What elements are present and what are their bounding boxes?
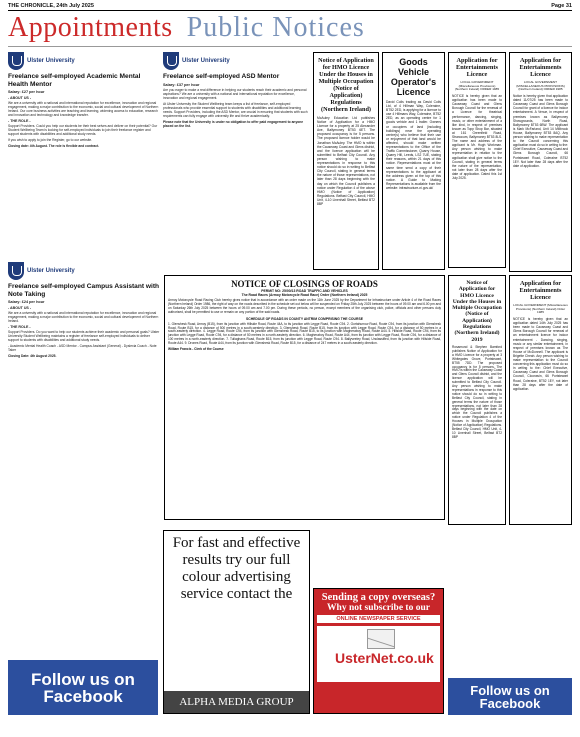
website-name: UsterNet.co.uk bbox=[335, 650, 434, 666]
facebook-ad-2[interactable]: Follow us on Facebook bbox=[448, 678, 572, 715]
ulster-logo: Ulster University bbox=[8, 262, 160, 280]
appointments-heading: Appointments bbox=[8, 12, 173, 43]
notice-entertainments-mcdonnell: Application for Entertainments Licence LOCAL GOVERNMENT (Miscellaneous Provisions) (Northern Ireland) Order 1985 NOTICE is hereby given that an application dated 14th July 2025 has been made to Causeway Coast and Glens Borough Council for renewal of an entertainment licence for indoor entertainment - Dancing, singing, music or any similar entertainment, in respect of premises known as The House of McDonnell. The applicant is Brigette Cheah. Any person wishing to make representation to the Council concerning this application must do so in writing to the: Chief Executive, Causeway Coast and Glens Borough Council, Cloonavin, 66 Portstewart Road, Coleraine, BT52 1EY, not later than 28 days after the date of application. bbox=[509, 275, 572, 525]
job-title: Freelance self-employed Academic Mental Health Mentor bbox=[8, 73, 141, 88]
job-ad-mental-health: Ulster University Freelance self-employed Academic Mental Health Mentor Salary: £27 per hour - ABOUT US - We are a university with a national and international reputation for excellence, innovation and regional engagement, making a major contribution to the economic, social and cultural development of Northern Ireland. Our core business activities are teaching and learning, widening access to education, research and innovation and technology and knowledge transfer. - THE ROLE - Support Providers. Could you help our students be their best selves and deliver on their potential? Our Student Wellbeing Team is looking for self-employed individuals to join their freelance register and support students with disabilities and additional study needs. If you wish to apply to join the Register, go to our website. Closing date: 4th August. The role is flexible and contract. bbox=[8, 52, 160, 257]
shield-icon bbox=[8, 52, 24, 70]
job-ad-campus-assistant: Ulster University Freelance self-employed Campus Assistant with Note Taking Salary: £24 per hour - ABOUT US - We are a university with a national and international reputation for excellence, innovation and regional engagement, making a major contribution to the economic, social and cultural development of Northern Ireland. - THE ROLE - Support Providers. Do you want to help our students achieve their academic and personal goals? Ulster University Student Wellbeing maintains a register of freelance self-employed individuals to deliver support to students with disabilities and additional study needs. - Academic Mental Health Coach - ASD Mentor - Campus Assistant (General) - Dyslexia Coach - Note Taker Closing Date: 4th August 2025. bbox=[8, 262, 160, 622]
shield-icon bbox=[163, 52, 179, 70]
section-banner bbox=[8, 13, 572, 43]
job-ad-asd-mentor: Ulster University Freelance self-employed ASD Mentor Salary: £37 per hour Are you eager to make a real difference in helping our students reach their academic and personal aspirations? We are a university with a national and international reputation for excellence, innovation and regional engagement. At Ulster University the Student Wellbeing team keeps a list of freelance, self-employed professionals who provide essential support to students with disabilities and additional learning needs. Support Providers, including the ASD Mentor, are crucial in ensuring that students with such requirements can fully engage with university life and thrive academically. Please note that the University is under no obligation to offer paid engagement to anyone placed on the list. bbox=[163, 52, 310, 267]
closings-title: NOTICE OF CLOSINGS OF ROADS bbox=[231, 279, 378, 289]
shield-icon bbox=[8, 262, 24, 280]
notice-road-closings: NOTICE OF CLOSINGS OF ROADS PERMIT NO: 25/00/13 ROAD TRAFFIC AND VEHICLES The Road Races (Armoy Motorcycle Road Race) Order (Northern Ireland) 2025 Armoy Motorcycle Road Racing Club hereby gives notice that in accordance with an order made on the 11th June 2025 by the Department for Infrastructure under Article 4 of the Road Races (Northern Ireland) Order 1986, the right of way on the roads described in the schedule set out below will be suspended on Friday 25th July 2025 between the hours of 09.00 am and 6.00 pm and on Saturday 26th July 2025 between the hours of 09.00 am and 7.00 pm. During these periods, no person, except members of the organising club, police, officials and other persons duly authorised, shall be permitted to use or remain on any portion of the said roads. SCHEDULE OF ROADS IN COUNTY ANTRIM COMPRISING THE COURSE 1. Glenshesk Road, Armoy (B15), from its junction with Hillside Road, Route 44A, to its junction with Legge Road, Route C94. 2. Gortahurrow Road, Route C94, from its junction with Glenshesk Road, Route B15, for a distance of 500 metres in a south-westerly direction. 3. Glenshesk Road, Route B15, from its junction with Legge Road, Route C94, for a distance of 50 metres in a south-easterly direction. 4. Legge Road, Route C94, from its junction with Glenshesk Road, Route B15, to its junction with Magheraboy Road, Route A44. 5. Hillside Road, Route C94, from its junction with Legge Road, Route C94, for a distance of 50 metres in a north-easterly direction. 6. Magheraboy Road, Route A44, from its junction with Legge Road, Route C94, for a distance of 100 metres in a north-easterly direction. 7. Tullaghans Road, Route B15, from its junction with Legge Road, Route C94. 8. Ballyveeley Road, Unclassified, from its junction with Hillside Road, Route A44. 9. Drones Road, Route A44, from its junction with Glenshesk Road, Route B15, for a distance of 247 metres in a south-easterly direction. William Francis - Clerk of the Course bbox=[164, 275, 445, 520]
paper-name: THE CHRONICLE, 24th July 2025 bbox=[8, 3, 94, 9]
alpha-media-ad[interactable]: For fast and effective results try our full colour advertising service contact the ALPHA MEDIA GROUP bbox=[163, 530, 310, 714]
ulster-logo: Ulster University bbox=[8, 52, 160, 70]
divider bbox=[8, 46, 572, 47]
job-title: Freelance self-employed ASD Mentor bbox=[163, 73, 280, 80]
online-subscription-ad[interactable]: Sending a copy overseas? Why not subscribe to our ONLINE NEWSPAPER SERVICE UsterNet.co.uk bbox=[313, 588, 444, 714]
page-number: Page 31 bbox=[551, 3, 572, 9]
public-notices-heading: Public Notices bbox=[186, 12, 365, 43]
notice-entertainments-showgrounds: Application for Entertainments Licence LOCAL GOVERNMENT (MISCELLANEOUS PROVISIONS) (Northern Ireland) ORDER 1985 Notice is hereby given that application dated 11/07/25 has been made to Causeway Coast and Glens Borough Council for grant of a licence for indoor entertainment. A Venue, in respect of premises known as Ballymoney Showgrounds, North Road, Ballymoney BT53 6BW. The applicant is Mark McFarland, Unit 14 Millbrook House, Ballymoney BT53 8AQ. Any person wishing to make representation to the Council concerning this application must do so in writing to the: Chief Executive, Causeway Coast and Glens Borough Council, 66 Portstewart Road, Coleraine BT52 1EY. Not later than 28 days after the date of application. bbox=[509, 52, 572, 272]
page-header bbox=[8, 3, 572, 11]
envelope-icon bbox=[367, 629, 395, 649]
notice-goods-vehicle: Goods Vehicle Operator's Licence David Coils trading as David Coils Ltd, of 4 Hillman Way, Coleraine, BT52 2ED, is applying for a licence to use 4 Hillmans Way, Coleraine, BT52 2ED, as an operating centre for 1 goods vehicle and 1 trailer. Owners or occupiers of land (including buildings) near the operating centre(s) who believe that their use or enjoyment of that land would be affected, should make written representations to the Office of the Traffic Commissioner, Quarry House, Quarry Hill, Leeds, LS2 7UE, stating their reasons, within 21 days of this notice. Representations must at the same time send a copy of their representations to the applicant at the address given at the top of this notice. A Guide to Making Representations is available from the website: infrastructure-ni.gov.uk/ bbox=[382, 52, 445, 270]
job-salary: Salary: £24 per hour bbox=[8, 300, 45, 305]
job-salary: Salary: £27 per hour bbox=[8, 90, 45, 95]
alpha-media-name: ALPHA MEDIA GROUP bbox=[164, 691, 309, 713]
notice-hmo-mcauley: Notice of Application for HMO Licence Under the Houses in Multiple Occupation (Notice of Application) Regulations (Northern Ireland) McAuley Education Ltd publishes Notice of Application for a HMO Licence for a property at 25 Alexander Ave, Ballymoney BT53 6ET. The proposed occupancy is for 5 persons. The proposed licence holder would be Jonathan McAuley. The HMO is within the Causeway Coast and Glens district, and the licence application will be submitted to Belfast City Council. Any person wishing to make representations in response to this notice should do so in writing to Belfast City Council, stating in general terms the nature of those representations, not later than 28 days beginning with the day on which the Council publishes a notice under Regulation 4 of the above HMO (Notice of Application) Regulations. Belfast City Council, HMO Unit, 4-10 Linenhall Street, Belfast BT2 8BP bbox=[313, 52, 379, 270]
job-salary: Salary: £37 per hour bbox=[163, 82, 200, 87]
notice-entertainments-topp-shop: Application for Entertainments Licence LOCAL GOVERNMENT (Miscellaneous Provisions) (Northern Ireland) ORDER 1985 NOTICE is hereby given that an application has been made to Causeway Coast and Glens Borough Council for the renewal of a Licence for theatrical performance, dancing, singing, music, or other entertainment of a like kind, in respect of premises known as Topp Shop Bar, situated at 161 Greenfield Road, Stranocum, Ballymoney BT53 8LS. The name and address of the applicant is Mr. Hugh Workman. Any person wishing to make representation in relation to the application shall give notice to the Council, stating in general terms the nature of the representation, not later than 28 days after the date of application. Dated this 1st July 2025. bbox=[448, 52, 506, 268]
facebook-ad[interactable]: Follow us on Facebook bbox=[8, 660, 158, 715]
ulster-logo: Ulster University bbox=[163, 52, 310, 70]
job-title: Freelance self-employed Campus Assistant with Note Taking bbox=[8, 283, 160, 298]
notice-hmo-bamford: Notice of Application for HMO Licence Under the Houses in Multiple Occupation (Notice of Application) Regulations (Northern Ireland) 2019 Rosamund & Stephen Bamford publishes Notice of Application for a HMO Licence for a property at 3 Whitegates Grove, Portstewart, BT55 7DD. The proposed occupancy is for 5 persons. The HMO is within the Causeway Coast and Glens Council district, and the licence application will be submitted to Belfast City Council. Any person wishing to make representations in response to this notice should do so in writing to Belfast City Council, stating in general terms the nature of those representations, not later than 28 days beginning with the date on which the Council publishes a notice under Regulation 4 of the Houses in Multiple Occupation (Notice of Application) Regulations. Belfast City Council, HMO Unit, 4-10 Linenhall Street, Belfast BT2 8BP bbox=[448, 275, 506, 525]
